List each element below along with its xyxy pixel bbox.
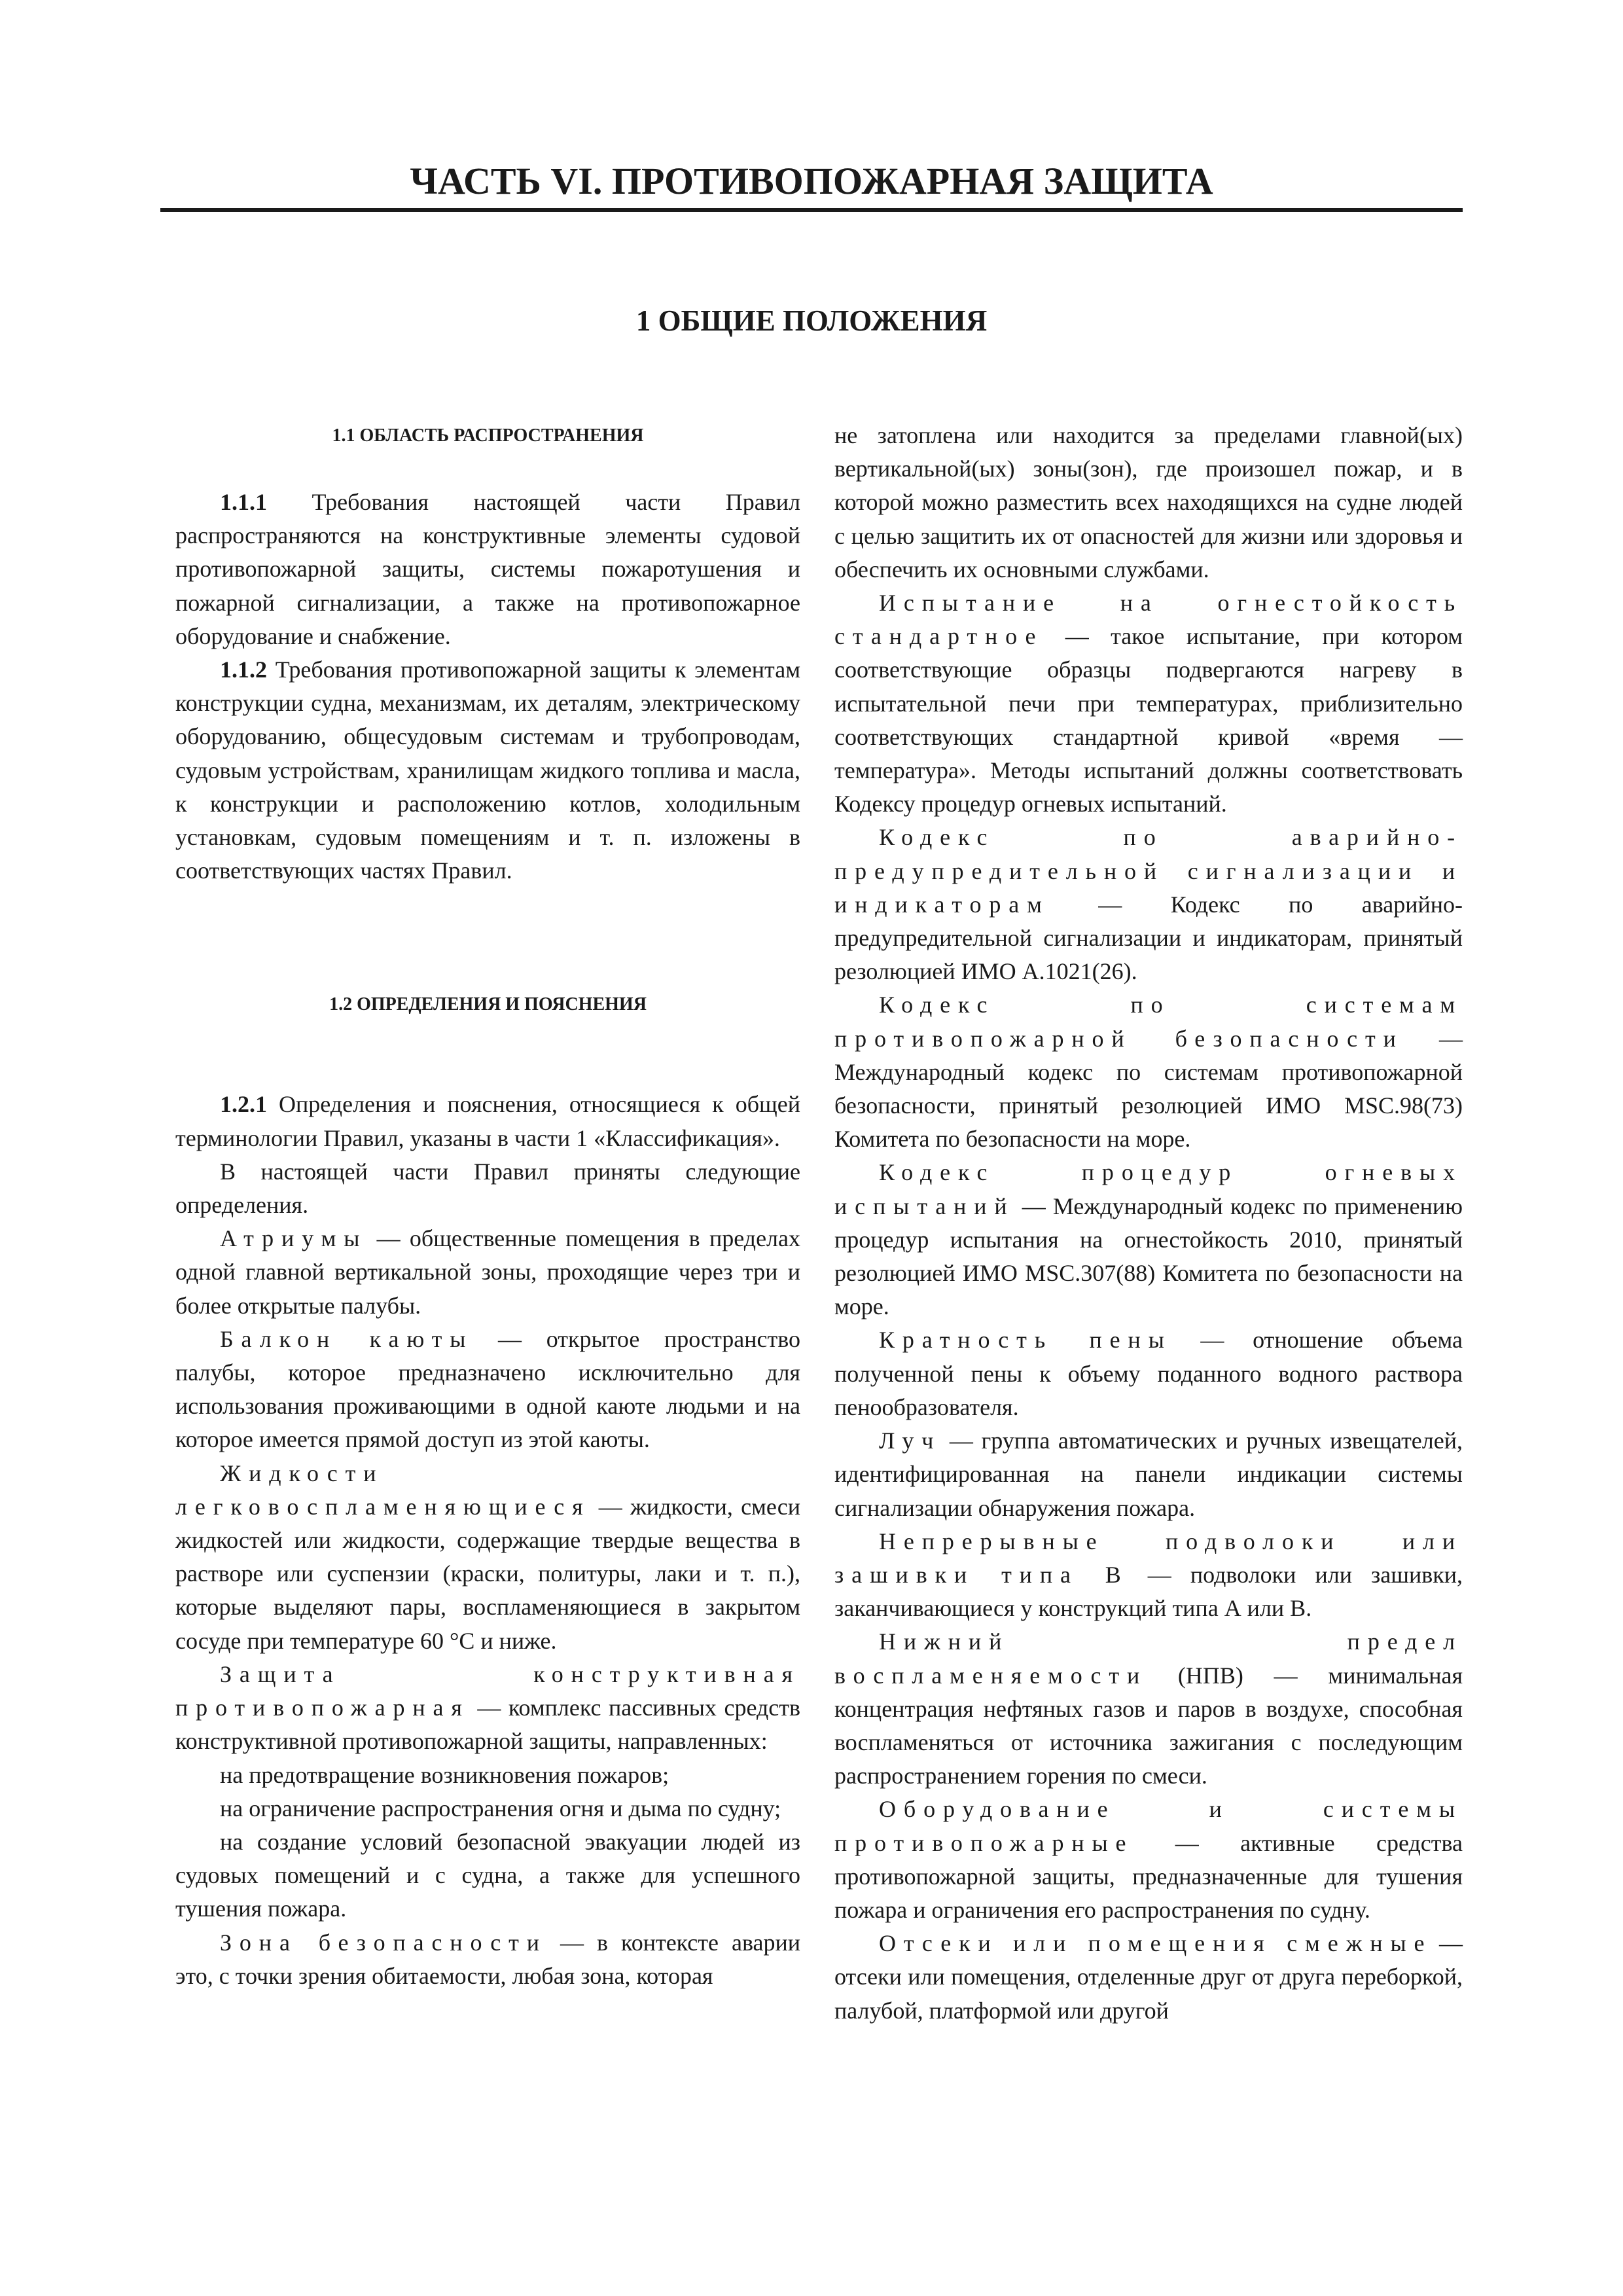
- term: Балкон каюты: [220, 1325, 474, 1352]
- term: Луч: [879, 1427, 942, 1454]
- definition-fss-code: Кодекс по системам противопожарной безопасности — Международный кодекс по системам противопожарной безопасности, принятый резолюцией ИМО MSC.98(73) Комитета по безопасности на море.: [834, 992, 1463, 1153]
- term: Отсеки или помещения смежные: [879, 1930, 1433, 1957]
- paragraph-number: 1.2.1: [220, 1091, 267, 1118]
- list-item: на ограничение распространения огня и дыма по судну;: [220, 1795, 781, 1821]
- term: Атриумы: [220, 1225, 368, 1252]
- paragraph-number: 1.1.2: [220, 656, 267, 683]
- definitions-intro: В настоящей части Правил приняты следующие определения.: [175, 1158, 800, 1219]
- title-rule: [160, 208, 1463, 212]
- definition-atriums: Атриумы — общественные помещения в пределах одной главной вертикальной зоны, проходящие через три и более открытые палубы.: [175, 1225, 800, 1319]
- section-heading-1-1: 1.1 ОБЛАСТЬ РАСПРОСТРАНЕНИЯ: [332, 425, 644, 446]
- definition-structural-fire-protection: Защита конструктивная противопожарная — комплекс пассивных средств конструктивной противопожарной защиты, направленных:: [175, 1660, 800, 1755]
- term: Нижний предел воспламеняемости: [834, 1628, 1463, 1689]
- definition-alarm-code: Кодекс по аварийно-предупредительной сигнализации и индикаторам — Кодекс по аварийно-предупредительной сигнализации и индикаторам, принятый резолюцией ИМО А.1021(26).: [834, 824, 1463, 985]
- part-title: ЧАСТЬ VI. ПРОТИВОПОЖАРНАЯ ЗАЩИТА: [410, 160, 1213, 202]
- list-item: на предотвращение возникновения пожаров;: [220, 1761, 669, 1788]
- definition-cabin-balcony: Балкон каюты — открытое пространство палубы, которое предназначено исключительно для использования проживающими в одной каюте людьми и на которое имеется прямой доступ из этой каюты.: [175, 1325, 800, 1453]
- term: Кодекс по аварийно-предупредительной сигнализации и индикаторам: [834, 824, 1463, 918]
- term: Защита конструктивная противопожарная: [175, 1660, 800, 1721]
- section-heading-1-2: 1.2 ОПРЕДЕЛЕНИЯ И ПОЯСНЕНИЯ: [329, 994, 647, 1015]
- right-column: [834, 419, 1463, 2028]
- definition-foam-expansion: Кратность пены — отношение объема полученной пены к объему поданного водного раствора пенообразователя.: [834, 1327, 1463, 1420]
- paragraph-number: 1.1.1: [220, 489, 267, 515]
- term: Кратность пены: [879, 1327, 1172, 1354]
- definition-continuous-ceilings: Непрерывные подволоки или зашивки типа В — подволоки или зашивки, заканчивающиеся у конструкций типа А или В.: [834, 1528, 1463, 1622]
- definition-lower-flammable-limit: Нижний предел воспламеняемости (НПВ) — минимальная концентрация нефтяных газов и паров в воздухе, способная воспламеняться от источника зажигания с последующим распространением горения по смеси.: [834, 1628, 1463, 1789]
- term: Кодекс по системам противопожарной безопасности: [834, 992, 1463, 1052]
- definition-safety-zone: Зона безопасности — в контексте аварии это, с точки зрения обитаемости, любая зона, которая: [175, 1929, 801, 1989]
- term: Непрерывные подволоки или зашивки типа В: [834, 1528, 1463, 1588]
- left-column: [175, 419, 800, 1993]
- definition-flammable-liquids: Жидкости легковоспламеняющиеся — жидкости, смеси жидкостей или жидкости, содержащие твердые вещества в растворе или суспензии (краски, политуры, лаки и т. п.), которые выделяют пары, воспламеняющиеся в закрытом сосуде при температуре 60 °С и ниже.: [175, 1460, 800, 1654]
- term: Кодекс процедур огневых испытаний: [834, 1159, 1463, 1219]
- list-item: на создание условий безопасной эвакуации людей из судовых помещений и с судна, а также для успешного тушения пожара.: [175, 1828, 800, 1922]
- term: Испытание на огнестойкость стандартное: [834, 590, 1463, 650]
- chapter-title: 1 ОБЩИЕ ПОЛОЖЕНИЯ: [635, 304, 988, 337]
- paragraph-1-1-1: 1.1.1 Требования настоящей части Правил распространяются на конструктивные элементы судовой противопожарной защиты, системы пожаротушения и пожарной сигнализации, а также на противопожарное оборудование и снабжение.: [175, 489, 800, 649]
- definition-loop: Луч — группа автоматических и ручных извещателей, идентифицированная на панели индикации системы сигнализации обнаружения пожара.: [834, 1427, 1463, 1521]
- term: Зона безопасности: [220, 1929, 547, 1956]
- definition-fire-equipment: Оборудование и системы противопожарные — активные средства противопожарной защиты, предназначенные для тушения пожара и ограничения его распространения по судну.: [834, 1796, 1463, 1923]
- term: Жидкости легковоспламеняющиеся: [175, 1460, 591, 1520]
- paragraph-1-2-1: 1.2.1 Определения и пояснения, относящиеся к общей терминологии Правил, указаны в части 1 «Классификация».: [175, 1091, 800, 1151]
- term: Оборудование и системы противопожарные: [834, 1796, 1463, 1856]
- safety-zone-continued: не затоплена или находится за пределами главной(ых) вертикальной(ых) зоны(зон), где произошел пожар, и в которой можно разместить всех находящихся на судне людей с целью защитить их от опасностей для жизни или здоровья и обеспечить их основными службами.: [834, 422, 1463, 583]
- definition-ftp-code: Кодекс процедур огневых испытаний — Международный кодекс по применению процедур испытания на огнестойкость 2010, принятый резолюцией ИМО MSC.307(88) Комитета по безопасности на море.: [834, 1159, 1463, 1320]
- definition-adjacent-compartments: Отсеки или помещения смежные — отсеки или помещения, отделенные друг от друга переборкой, палубой, платформой или другой: [834, 1930, 1463, 2024]
- paragraph-1-1-2: 1.1.2 Требования противопожарной защиты к элементам конструкции судна, механизмам, их деталям, электрическому оборудованию, общесудовым системам и трубопроводам, судовым устройствам, хранилищам жидкого топлива и масла, к конструкции и расположению котлов, холодильным установкам, судовым помещениям и т. п. изложены в соответствующих частях Правил.: [175, 656, 800, 884]
- definition-standard-fire-test: Испытание на огнестойкость стандартное — такое испытание, при котором соответствующие образцы подвергаются нагреву в испытательной печи при температурах, приблизительно соответствующих стандартной кривой «время — температура». Методы испытаний должны соответствовать Кодексу процедур огневых испытаний.: [834, 590, 1463, 817]
